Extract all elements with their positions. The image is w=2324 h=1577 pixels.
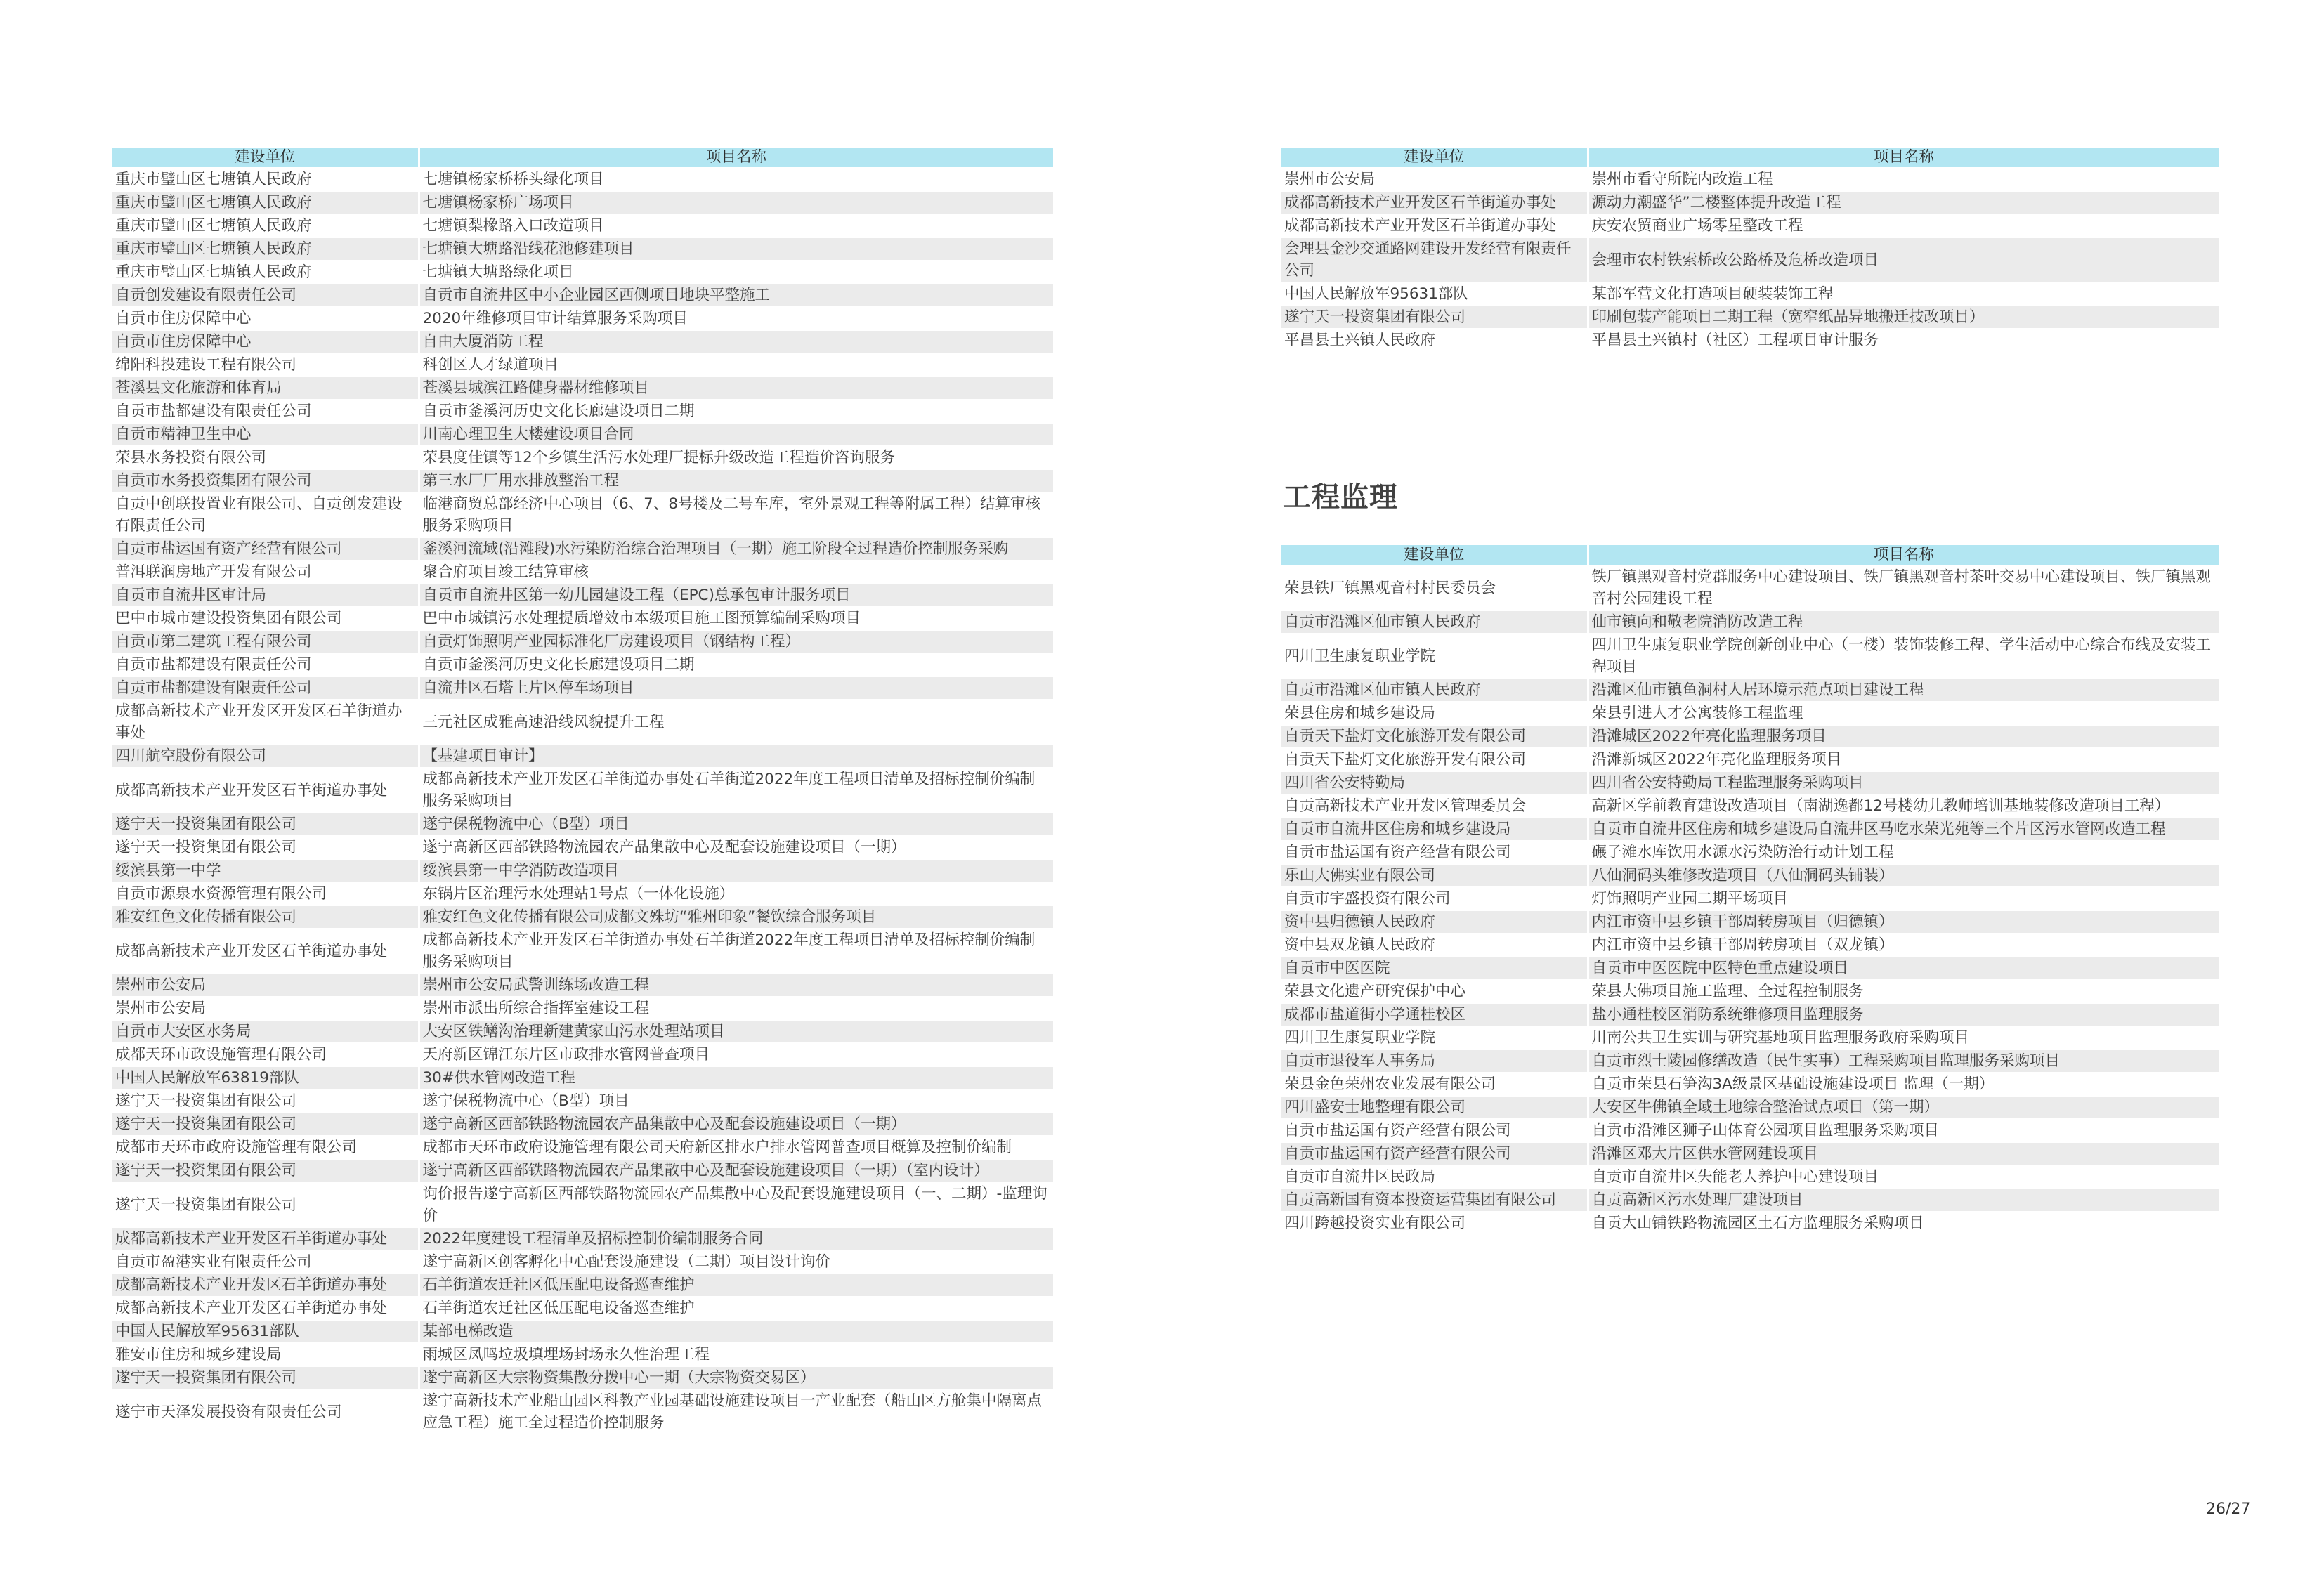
table-row	[112, 1227, 1054, 1250]
project-cell: 沿滩新城区2022年亮化监理服务项目	[1588, 748, 2220, 771]
unit-cell: 崇州市公安局	[112, 974, 419, 997]
project-cell: 碾子滩水库饮用水源水污染防治行动计划工程	[1588, 841, 2220, 864]
column-header-project: 项目名称	[1588, 148, 2220, 168]
project-cell: 遂宁高新区大宗物资集散分拨中心一期（大宗物资交易区）	[419, 1366, 1054, 1389]
table-row	[112, 929, 1054, 974]
table-row	[112, 584, 1054, 607]
project-cell: 七塘镇大塘路绿化项目	[419, 261, 1054, 284]
project-cell: 询价报告遂宁高新区西部铁路物流园农产品集散中心及配套设施建设项目（一、二期）-监理询价	[419, 1182, 1054, 1227]
unit-cell: 四川省公安特勤局	[1281, 771, 1588, 794]
unit-cell: 自贡市精神卫生中心	[112, 423, 419, 446]
project-cell: 遂宁高新区西部铁路物流园农产品集散中心及配套设施建设项目（一期）（室内设计）	[419, 1159, 1054, 1182]
table-row	[112, 630, 1054, 653]
project-cell: 遂宁高新区创客孵化中心配套设施建设（二期）项目设计询价	[419, 1250, 1054, 1274]
unit-cell: 自贡天下盐灯文化旅游开发有限公司	[1281, 748, 1588, 771]
project-cell: 自贡市自流井区住房和城乡建设局自流井区马吃水荣光苑等三个片区污水管网改造工程	[1588, 818, 2220, 841]
unit-cell: 崇州市公安局	[112, 997, 419, 1020]
left-project-table	[112, 148, 1055, 1435]
unit-cell: 自贡市盐运国有资产经营有限公司	[1281, 841, 1588, 864]
project-cell: 内江市资中县乡镇干部周转房项目（双龙镇）	[1588, 934, 2220, 957]
column-header-project: 项目名称	[419, 148, 1054, 168]
table-row	[1281, 1212, 2220, 1235]
project-cell: 釜溪河流域(沿滩段)水污染防治综合治理项目（一期）施工阶段全过程造价控制服务采购	[419, 537, 1054, 561]
table-row	[1281, 282, 2220, 306]
unit-cell: 荣县水务投资有限公司	[112, 446, 419, 469]
unit-cell: 自贡创发建设有限责任公司	[112, 284, 419, 307]
project-cell: 天府新区锦江东片区市政排水管网普查项目	[419, 1043, 1054, 1066]
unit-cell: 自贡中创联投置业有限公司、自贡创发建设有限责任公司	[112, 492, 419, 537]
project-cell: 成都市天环市政府设施管理有限公司天府新区排水户排水管网普查项目概算及控制价编制	[419, 1136, 1054, 1159]
table-row	[112, 237, 1054, 261]
table-row	[1281, 1073, 2220, 1096]
table-row	[112, 307, 1054, 330]
unit-cell: 自贡市中医医院	[1281, 957, 1588, 980]
unit-cell: 自贡天下盐灯文化旅游开发有限公司	[1281, 725, 1588, 748]
project-cell: 遂宁高新区西部铁路物流园农产品集散中心及配套设施建设项目（一期）	[419, 836, 1054, 859]
project-cell: 内江市资中县乡镇干部周转房项目（归德镇）	[1588, 910, 2220, 934]
right-top-project-table	[1281, 148, 2221, 353]
unit-cell: 资中县归德镇人民政府	[1281, 910, 1588, 934]
project-cell: 石羊街道农迁社区低压配电设备巡查维护	[419, 1274, 1054, 1297]
project-cell: 崇州市公安局武警训练场改造工程	[419, 974, 1054, 997]
table-row	[1281, 1096, 2220, 1119]
project-cell: 自贡市自流井区失能老人养护中心建设项目	[1588, 1165, 2220, 1189]
unit-cell: 自贡市沿滩区仙市镇人民政府	[1281, 610, 1588, 634]
table-row	[1281, 565, 2220, 610]
table-row	[112, 1159, 1054, 1182]
unit-cell: 自贡高新技术产业开发区管理委员会	[1281, 794, 1588, 818]
project-cell: 四川省公安特勤局工程监理服务采购项目	[1588, 771, 2220, 794]
project-cell: 七塘镇大塘路沿线花池修建项目	[419, 237, 1054, 261]
project-cell: 成都高新技术产业开发区石羊街道办事处石羊街道2022年度工程项目清单及招标控制价编制服务采购项目	[419, 768, 1054, 813]
unit-cell: 四川卫生康复职业学院	[1281, 1026, 1588, 1049]
table-row	[112, 191, 1054, 214]
table-row	[112, 836, 1054, 859]
unit-cell: 成都天环市政设施管理有限公司	[112, 1043, 419, 1066]
table-row	[112, 446, 1054, 469]
unit-cell: 遂宁市天泽发展投资有限责任公司	[112, 1389, 419, 1434]
project-cell: 东锅片区治理污水处理站1号点（一体化设施）	[419, 882, 1054, 905]
project-cell: 沿滩城区2022年亮化监理服务项目	[1588, 725, 2220, 748]
project-cell: 2022年度建设工程清单及招标控制价编制服务合同	[419, 1227, 1054, 1250]
unit-cell: 中国人民解放军95631部队	[112, 1320, 419, 1343]
table-row	[1281, 864, 2220, 887]
column-header-project: 项目名称	[1588, 545, 2220, 565]
table-row	[112, 997, 1054, 1020]
project-cell: 七塘镇杨家桥桥头绿化项目	[419, 168, 1054, 191]
right-top-table-body	[1281, 168, 2220, 352]
table-row	[112, 168, 1054, 191]
project-cell: 临港商贸总部经济中心项目（6、7、8号楼及二号车库，室外景观工程等附属工程）结算审核服务采购项目	[419, 492, 1054, 537]
project-cell: 自由大厦消防工程	[419, 330, 1054, 353]
project-cell: 四川卫生康复职业学院创新创业中心（一楼）装饰装修工程、学生活动中心综合布线及安装工程项目	[1588, 634, 2220, 679]
unit-cell: 中国人民解放军63819部队	[112, 1066, 419, 1089]
table-row	[1281, 634, 2220, 679]
project-cell: 自贡市釜溪河历史文化长廊建设项目二期	[419, 400, 1054, 423]
unit-cell: 遂宁天一投资集团有限公司	[112, 1089, 419, 1113]
table-row	[1281, 980, 2220, 1003]
table-row	[112, 1089, 1054, 1113]
table-row	[1281, 957, 2220, 980]
unit-cell: 自贡市住房保障中心	[112, 307, 419, 330]
project-cell: 雅安红色文化传播有限公司成都文殊坊“雅州印象”餐饮综合服务项目	[419, 905, 1054, 929]
table-row	[1281, 679, 2220, 702]
project-cell: 高新区学前教育建设改造项目（南湖逸都12号楼幼儿教师培训基地装修改造项目工程）	[1588, 794, 2220, 818]
unit-cell: 自贡市大安区水务局	[112, 1020, 419, 1043]
project-cell: 巴中市城镇污水处理提质增效市本级项目施工图预算编制采购项目	[419, 607, 1054, 630]
project-cell: 某部电梯改造	[419, 1320, 1054, 1343]
unit-cell: 成都高新技术产业开发区石羊街道办事处	[1281, 191, 1588, 214]
unit-cell: 遂宁天一投资集团有限公司	[112, 836, 419, 859]
table-row	[112, 768, 1054, 813]
unit-cell: 自贡市退役军人事务局	[1281, 1049, 1588, 1073]
project-cell: 石羊街道农迁社区低压配电设备巡查维护	[419, 1297, 1054, 1320]
unit-cell: 成都高新技术产业开发区石羊街道办事处	[112, 768, 419, 813]
project-cell: 自贡市中医医院中医特色重点建设项目	[1588, 957, 2220, 980]
column-header-unit: 建设单位	[1281, 545, 1588, 565]
table-row	[112, 400, 1054, 423]
table-row	[112, 561, 1054, 584]
unit-cell: 四川跨越投资实业有限公司	[1281, 1212, 1588, 1235]
unit-cell: 成都高新技术产业开发区石羊街道办事处	[112, 1274, 419, 1297]
table-row	[1281, 191, 2220, 214]
unit-cell: 中国人民解放军95631部队	[1281, 282, 1588, 306]
unit-cell: 自贡市盐都建设有限责任公司	[112, 400, 419, 423]
table-row	[1281, 1142, 2220, 1165]
table-row	[112, 813, 1054, 836]
project-cell: 沿滩区邓大片区供水管网建设项目	[1588, 1142, 2220, 1165]
project-cell: 苍溪县城滨江路健身器材维修项目	[419, 377, 1054, 400]
project-cell: 灯饰照明产业园二期平场项目	[1588, 887, 2220, 910]
table-row	[112, 653, 1054, 676]
project-cell: 科创区人才绿道项目	[419, 353, 1054, 377]
project-cell: 源动力潮盛华”二楼整体提升改造工程	[1588, 191, 2220, 214]
table-row	[1281, 1026, 2220, 1049]
unit-cell: 自贡市盐都建设有限责任公司	[112, 653, 419, 676]
project-cell: 荣县大佛项目施工监理、全过程控制服务	[1588, 980, 2220, 1003]
project-cell: 大安区铁鳝沟治理新建黄家山污水处理站项目	[419, 1020, 1054, 1043]
table-row	[1281, 794, 2220, 818]
table-row	[1281, 306, 2220, 329]
unit-cell: 自贡市自流井区住房和城乡建设局	[1281, 818, 1588, 841]
unit-cell: 遂宁天一投资集团有限公司	[112, 1182, 419, 1227]
table-row	[112, 676, 1054, 700]
project-cell: 七塘镇梨橡路入口改造项目	[419, 214, 1054, 237]
project-cell: 七塘镇杨家桥广场项目	[419, 191, 1054, 214]
unit-cell: 成都高新技术产业开发区石羊街道办事处	[112, 1297, 419, 1320]
unit-cell: 成都高新技术产业开发区开发区石羊街道办事处	[112, 700, 419, 745]
project-cell: 会理市农村铁索桥改公路桥及危桥改造项目	[1588, 237, 2220, 282]
table-row	[1281, 748, 2220, 771]
table-row	[112, 214, 1054, 237]
unit-cell: 自贡市水务投资集团有限公司	[112, 469, 419, 492]
unit-cell: 荣县金色荣州农业发展有限公司	[1281, 1073, 1588, 1096]
project-cell: 川南公共卫生实训与研究基地项目监理服务政府采购项目	[1588, 1026, 2220, 1049]
unit-cell: 自贡高新国有资本投资运营集团有限公司	[1281, 1189, 1588, 1212]
table-row	[112, 700, 1054, 745]
project-cell: 自贡市自流井区第一幼儿园建设工程（EPC)总承包审计服务项目	[419, 584, 1054, 607]
table-row	[1281, 168, 2220, 191]
table-row	[1281, 1003, 2220, 1026]
unit-cell: 荣县住房和城乡建设局	[1281, 702, 1588, 725]
project-cell: 八仙洞码头维修改造项目（八仙洞码头铺装）	[1588, 864, 2220, 887]
unit-cell: 乐山大佛实业有限公司	[1281, 864, 1588, 887]
unit-cell: 四川卫生康复职业学院	[1281, 634, 1588, 679]
table-row	[1281, 237, 2220, 282]
project-cell: 遂宁保税物流中心（B型）项目	[419, 1089, 1054, 1113]
unit-cell: 自贡市宇盛投资有限公司	[1281, 887, 1588, 910]
table-row	[1281, 1119, 2220, 1142]
table-row	[112, 1343, 1054, 1366]
table-row	[112, 859, 1054, 882]
project-cell: 平昌县土兴镇村（社区）工程项目审计服务	[1588, 329, 2220, 352]
table-row	[112, 353, 1054, 377]
unit-cell: 自贡市住房保障中心	[112, 330, 419, 353]
unit-cell: 遂宁天一投资集团有限公司	[112, 1113, 419, 1136]
page-number: 26/27	[2206, 1500, 2251, 1518]
project-cell: 崇州市派出所综合指挥室建设工程	[419, 997, 1054, 1020]
table-row	[1281, 818, 2220, 841]
supervision-table-body	[1281, 565, 2220, 1235]
unit-cell: 自贡市第二建筑工程有限公司	[112, 630, 419, 653]
project-cell: 庆安农贸商业广场零星整改工程	[1588, 214, 2220, 237]
table-row	[112, 1020, 1054, 1043]
unit-cell: 自贡市盐都建设有限责任公司	[112, 676, 419, 700]
project-cell: 盐小通桂校区消防系统维修项目监理服务	[1588, 1003, 2220, 1026]
unit-cell: 绥滨县第一中学	[112, 859, 419, 882]
table-row	[112, 492, 1054, 537]
project-cell: 2020年维修项目审计结算服务采购项目	[419, 307, 1054, 330]
table-row	[112, 1274, 1054, 1297]
table-row	[112, 905, 1054, 929]
table-row	[112, 882, 1054, 905]
unit-cell: 自贡市盈港实业有限责任公司	[112, 1250, 419, 1274]
table-row	[112, 537, 1054, 561]
table-row	[112, 377, 1054, 400]
unit-cell: 四川盛安士地整理有限公司	[1281, 1096, 1588, 1119]
project-cell: 大安区牛佛镇全域土地综合整治试点项目（第一期）	[1588, 1096, 2220, 1119]
project-cell: 雨城区凤鸣垃圾填埋场封场永久性治理工程	[419, 1343, 1054, 1366]
table-row	[112, 1113, 1054, 1136]
table-row	[1281, 771, 2220, 794]
unit-cell: 普洱联润房地产开发有限公司	[112, 561, 419, 584]
column-header-unit: 建设单位	[112, 148, 419, 168]
unit-cell: 成都高新技术产业开发区石羊街道办事处	[112, 929, 419, 974]
table-row	[1281, 1189, 2220, 1212]
unit-cell: 资中县双龙镇人民政府	[1281, 934, 1588, 957]
table-row	[112, 607, 1054, 630]
project-cell: 自贡市釜溪河历史文化长廊建设项目二期	[419, 653, 1054, 676]
unit-cell: 遂宁天一投资集团有限公司	[112, 1366, 419, 1389]
table-row	[1281, 1049, 2220, 1073]
project-cell: 遂宁高新区西部铁路物流园农产品集散中心及配套设施建设项目（一期）	[419, 1113, 1054, 1136]
unit-cell: 自贡市盐运国有资产经营有限公司	[112, 537, 419, 561]
unit-cell: 自贡市盐运国有资产经营有限公司	[1281, 1142, 1588, 1165]
unit-cell: 自贡市盐运国有资产经营有限公司	[1281, 1119, 1588, 1142]
unit-cell: 苍溪县文化旅游和体育局	[112, 377, 419, 400]
unit-cell: 巴中市城市建设投资集团有限公司	[112, 607, 419, 630]
table-row	[112, 423, 1054, 446]
project-cell: 铁厂镇黑观音村党群服务中心建设项目、铁厂镇黑观音村茶叶交易中心建设项目、铁厂镇黑观音村公园建设工程	[1588, 565, 2220, 610]
project-cell: 崇州市看守所院内改造工程	[1588, 168, 2220, 191]
project-cell: 自贡市沿滩区狮子山体育公园项目监理服务采购项目	[1588, 1119, 2220, 1142]
unit-cell: 重庆市璧山区七塘镇人民政府	[112, 261, 419, 284]
project-cell: 成都高新技术产业开发区石羊街道办事处石羊街道2022年度工程项目清单及招标控制价编制服务采购项目	[419, 929, 1054, 974]
unit-cell: 荣县铁厂镇黑观音村村民委员会	[1281, 565, 1588, 610]
project-cell: 遂宁保税物流中心（B型）项目	[419, 813, 1054, 836]
table-row	[112, 1389, 1054, 1434]
table-row	[1281, 887, 2220, 910]
table-row	[112, 1182, 1054, 1227]
table-row	[1281, 1165, 2220, 1189]
unit-cell: 崇州市公安局	[1281, 168, 1588, 191]
table-row	[112, 1366, 1054, 1389]
project-cell: 三元社区成雅高速沿线风貌提升工程	[419, 700, 1054, 745]
table-row	[112, 330, 1054, 353]
unit-cell: 绵阳科投建设工程有限公司	[112, 353, 419, 377]
unit-cell: 自贡市自流井区民政局	[1281, 1165, 1588, 1189]
project-cell: 沿滩区仙市镇鱼洞村人居环境示范点项目建设工程	[1588, 679, 2220, 702]
project-cell: 自贡灯饰照明产业园标准化厂房建设项目（钢结构工程）	[419, 630, 1054, 653]
table-row	[112, 1297, 1054, 1320]
table-row	[1281, 214, 2220, 237]
unit-cell: 成都市盐道街小学通桂校区	[1281, 1003, 1588, 1026]
table-row	[112, 1043, 1054, 1066]
project-cell: 荣县引进人才公寓装修工程监理	[1588, 702, 2220, 725]
unit-cell: 重庆市璧山区七塘镇人民政府	[112, 214, 419, 237]
table-row	[1281, 910, 2220, 934]
unit-cell: 自贡市自流井区审计局	[112, 584, 419, 607]
unit-cell: 自贡市源泉水资源管理有限公司	[112, 882, 419, 905]
project-cell: 聚合府项目竣工结算审核	[419, 561, 1054, 584]
unit-cell: 重庆市璧山区七塘镇人民政府	[112, 237, 419, 261]
table-row	[112, 261, 1054, 284]
table-row	[1281, 610, 2220, 634]
table-row	[112, 1320, 1054, 1343]
project-cell: 川南心理卫生大楼建设项目合同	[419, 423, 1054, 446]
unit-cell: 遂宁天一投资集团有限公司	[112, 813, 419, 836]
project-cell: 自贡市烈士陵园修缮改造（民生实事）工程采购项目监理服务采购项目	[1588, 1049, 2220, 1073]
project-cell: 自流井区石塔上片区停车场项目	[419, 676, 1054, 700]
project-cell: 遂宁高新技术产业船山园区科教产业园基础设施建设项目一产业配套（船山区方舱集中隔离点应急工程）施工全过程造价控制服务	[419, 1389, 1054, 1434]
table-row	[112, 974, 1054, 997]
project-cell: 自贡大山铺铁路物流园区土石方监理服务采购项目	[1588, 1212, 2220, 1235]
table-row	[1281, 841, 2220, 864]
project-cell: 自贡市自流井区中小企业园区西侧项目地块平整施工	[419, 284, 1054, 307]
section-title-supervision: 工程监理	[1283, 481, 1398, 513]
unit-cell: 遂宁天一投资集团有限公司	[1281, 306, 1588, 329]
table-row	[112, 1066, 1054, 1089]
project-cell: 自贡高新区污水处理厂建设项目	[1588, 1189, 2220, 1212]
table-row	[112, 745, 1054, 768]
project-cell: 某部军营文化打造项目硬装装饰工程	[1588, 282, 2220, 306]
unit-cell: 遂宁天一投资集团有限公司	[112, 1159, 419, 1182]
project-cell: 30#供水管网改造工程	[419, 1066, 1054, 1089]
table-row	[112, 1250, 1054, 1274]
table-row	[112, 469, 1054, 492]
table-row	[1281, 934, 2220, 957]
unit-cell: 成都市天环市政府设施管理有限公司	[112, 1136, 419, 1159]
table-row	[1281, 702, 2220, 725]
table-row	[112, 284, 1054, 307]
unit-cell: 雅安红色文化传播有限公司	[112, 905, 419, 929]
unit-cell: 重庆市璧山区七塘镇人民政府	[112, 191, 419, 214]
table-row	[1281, 725, 2220, 748]
unit-cell: 雅安市住房和城乡建设局	[112, 1343, 419, 1366]
supervision-project-table	[1281, 545, 2221, 1236]
table-row	[1281, 329, 2220, 352]
unit-cell: 平昌县土兴镇人民政府	[1281, 329, 1588, 352]
project-cell: 自贡市荣县石笋沟3A级景区基础设施建设项目 监理（一期）	[1588, 1073, 2220, 1096]
project-cell: 第三水厂厂用水排放整治工程	[419, 469, 1054, 492]
unit-cell: 荣县文化遗产研究保护中心	[1281, 980, 1588, 1003]
unit-cell: 成都高新技术产业开发区石羊街道办事处	[112, 1227, 419, 1250]
unit-cell: 会理县金沙交通路网建设开发经营有限责任公司	[1281, 237, 1588, 282]
project-cell: 【基建项目审计】	[419, 745, 1054, 768]
column-header-unit: 建设单位	[1281, 148, 1588, 168]
unit-cell: 自贡市沿滩区仙市镇人民政府	[1281, 679, 1588, 702]
project-cell: 印刷包装产能项目二期工程（宽窄纸品异地搬迁技改项目）	[1588, 306, 2220, 329]
unit-cell: 重庆市璧山区七塘镇人民政府	[112, 168, 419, 191]
project-cell: 仙市镇向和敬老院消防改造工程	[1588, 610, 2220, 634]
project-cell: 荣县度佳镇等12个乡镇生活污水处理厂提标升级改造工程造价咨询服务	[419, 446, 1054, 469]
table-row	[112, 1136, 1054, 1159]
left-table-body	[112, 168, 1054, 1434]
unit-cell: 成都高新技术产业开发区石羊街道办事处	[1281, 214, 1588, 237]
unit-cell: 四川航空股份有限公司	[112, 745, 419, 768]
project-cell: 绥滨县第一中学消防改造项目	[419, 859, 1054, 882]
